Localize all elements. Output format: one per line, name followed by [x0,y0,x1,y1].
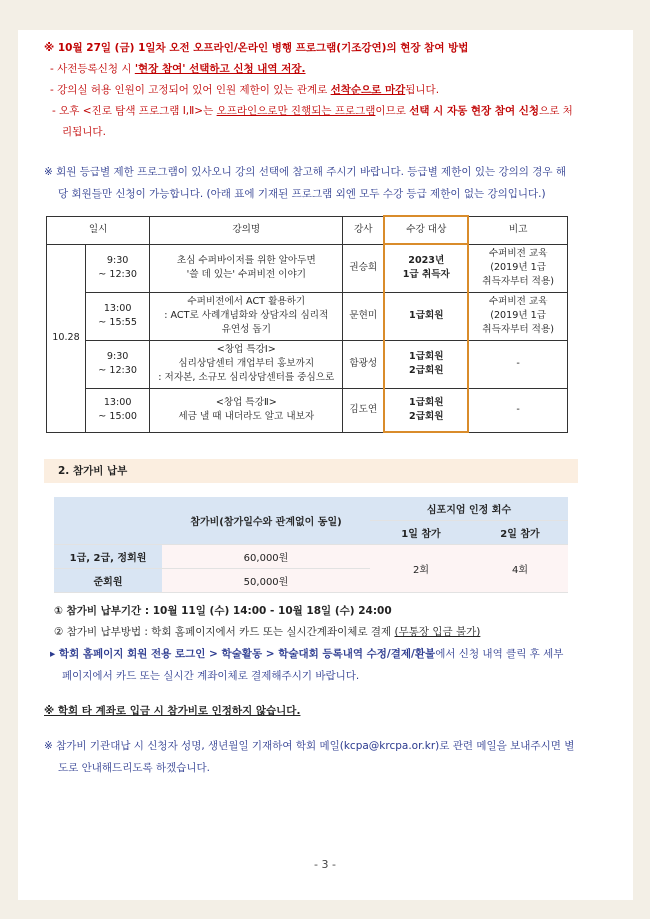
speaker: 문현미 [343,292,385,340]
target: 1급회원 [384,292,468,340]
member-grade: 1급, 2급, 정회원 [54,545,162,569]
target: 1급회원 2급회원 [384,340,468,388]
onsite-notice-title: ※ 10월 27일 (금) 1일차 오전 오프라인/온라인 병행 프로그램(기조강연)의 현장 참여 방법 [44,42,469,54]
lecture-title: 수퍼비전에서 ACT 활용하기 : ACT로 사례개념화와 상담자의 심리적 유연성 돕기 [150,292,343,340]
schedule-time: 13:00 ~ 15:55 [86,292,150,340]
onsite-notice-line-1: - 사전등록신청 시 '현장 참여' 선택하고 신청 내역 저장. [50,63,306,75]
table-row [47,388,568,432]
note: 수퍼비전 교육 (2019년 1급 취득자부터 적용) [468,292,567,340]
table-row [47,292,568,340]
recognition-day2: 4회 [472,545,568,593]
fee-header-blank [54,497,162,545]
fee-amount: 50,000원 [162,569,370,593]
note: - [468,340,567,388]
fee-header-row [54,497,568,521]
payment-steps [44,601,576,687]
fee-header-day1: 1일 참가 [370,521,472,545]
target: 2023년 1급 취득자 [384,244,468,292]
header-speaker: 강사 [343,216,385,244]
payment-path: ▸ 학회 홈페이지 회원 전용 로그인 > 학술활동 > 학술대회 등록내역 수정/결제/환불에서 신청 내역 클릭 후 세부 페이지에서 카드 또는 실시간 계좌이체로 결제해주시기 바랍니다. [50,648,564,682]
page-number: - 3 - [314,858,336,871]
fee-header-day2: 2일 참가 [472,521,568,545]
member-grade: 준회원 [54,569,162,593]
note: - [468,388,567,432]
schedule-header-row [47,216,568,244]
table-row [54,545,568,569]
institution-payment-note: ※ 참가비 기관대납 시 신청자 성명, 생년월일 기재하여 학회 메일(kcpa@krcpa.or.kr)로 관련 메일을 보내주시면 별도로 안내해드리도록 하겠습니다. [44,740,575,774]
header-lecture: 강의명 [150,216,343,244]
schedule-time: 9:30 ~ 12:30 [86,244,150,292]
schedule-time: 13:00 ~ 15:00 [86,388,150,432]
section-title-fee: 2. 참가비 납부 [44,459,578,483]
fee-amount: 60,000원 [162,545,370,569]
target: 1급회원 2급회원 [384,388,468,432]
lecture-title: <창업 특강Ⅱ> 세금 낼 때 내더라도 알고 내보자 [150,388,343,432]
speaker: 권승희 [343,244,385,292]
payment-period: ① 참가비 납부기간 : 10월 11일 (수) 14:00 - 10월 18일 (수) 24:00 [54,605,392,617]
fee-header-recognition: 심포지엄 인정 회수 [370,497,568,521]
payment-method: ② 참가비 납부방법 : 학회 홈페이지에서 카드 또는 실시간계좌이체로 결제 (무통장 입금 불가) [54,626,481,638]
fee-table [54,497,568,593]
onsite-notice-line-3: - 오후 <진로 탐색 프로그램 Ⅰ,Ⅱ>는 오프라인으로만 진행되는 프로그램이므로 선택 시 자동 현장 참여 신청으로 처리됩니다. [52,105,573,138]
lecture-title: <창업 특강Ⅰ> 심리상담센터 개업부터 홍보까지 : 저자본, 소규모 심리상담센터를 중심으로 [150,340,343,388]
lecture-schedule-table [46,215,568,433]
lecture-title: 초심 수퍼바이저를 위한 알아두면 '쓸 데 있는' 수퍼비전 이야기 [150,244,343,292]
fee-header-amount: 참가비(참가일수와 관계없이 동일) [162,497,370,545]
recognition-day1: 2회 [370,545,472,593]
speaker: 함광성 [343,340,385,388]
schedule-time: 9:30 ~ 12:30 [86,340,150,388]
bank-account-warning: ※ 학회 타 계좌로 입금 시 참가비로 인정하지 않습니다. [44,705,301,717]
onsite-notice [44,38,576,143]
speaker: 김도연 [343,388,385,432]
header-datetime: 일시 [47,216,150,244]
grade-restriction-notice: ※ 회원 등급별 제한 프로그램이 있사오니 강의 선택에 참고해 주시기 바랍니다. 등급별 제한이 있는 강의의 경우 해당 회원들만 신청이 가능합니다. (아래 표에 기재된 프로그램 외엔 모두 수강 등급 제한이 없는 강의입니다.) [44,166,566,200]
note: 수퍼비전 교육 (2019년 1급 취득자부터 적용) [468,244,567,292]
schedule-date: 10.28 [47,244,86,432]
table-row [47,244,568,292]
table-row [47,340,568,388]
page-content [44,38,576,779]
header-note: 비고 [468,216,567,244]
header-target: 수강 대상 [384,216,468,244]
onsite-notice-line-2: - 강의실 허용 인원이 고정되어 있어 인원 제한이 있는 관계로 선착순으로 마감됩니다. [50,84,440,96]
